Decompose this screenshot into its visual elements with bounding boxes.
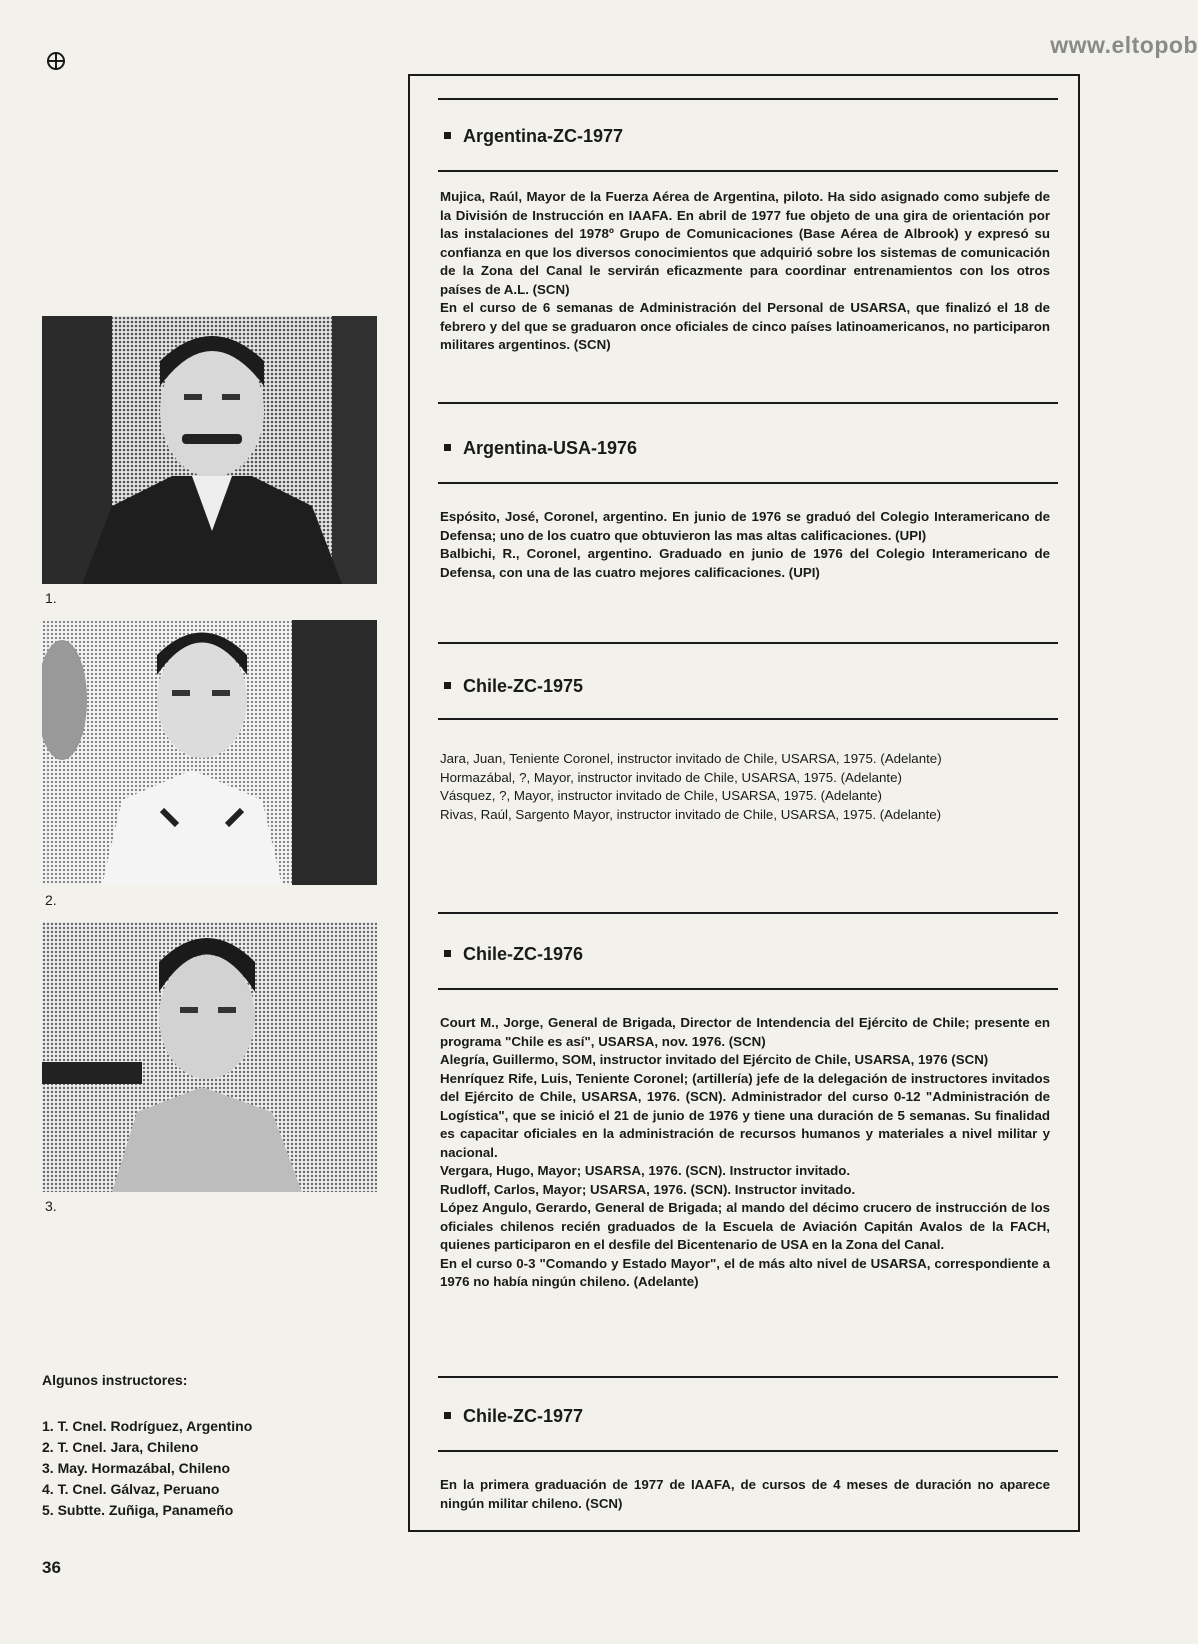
section-heading: Chile-ZC-1977 (444, 1406, 583, 1427)
record-entry: En el curso de 6 semanas de Administración del Personal de USARSA, que finalizó el 18 de febrero y del que se graduaron once oficiales de cinco países latinoamericanos, no participaron militares argentinos. (SCN) (440, 300, 1050, 352)
watermark: www.eltopob (1050, 32, 1198, 58)
section-body (440, 1476, 1050, 1513)
record-entry: Henríquez Rife, Luis, Teniente Coronel; (artillería) jefe de la delegación de instructores invitados del Ejército de Chile, USARSA, 1976. (SCN). Administrador del curso 0-12 "Administración de Logística", que se inició el 21 de junio de 1976 y tiene una duración de 5 semanas. Su finalidad es capacitar oficiales en la administración de recursos humanos y materiales a nivel militar y nacional. (440, 1070, 1050, 1160)
caption-item: 5. Subtte. Zuñiga, Panameño (42, 1502, 234, 1518)
record-entry: Vergara, Hugo, Mayor; USARSA, 1976. (SCN). Instructor invitado. (440, 1163, 851, 1178)
divider (438, 482, 1058, 484)
record-entry: Alegría, Guillermo, SOM, instructor invitado del Ejército de Chile, USARSA, 1976 (SCN) (440, 1052, 989, 1067)
record-entry: Rivas, Raúl, Sargento Mayor, instructor invitado de Chile, USARSA, 1975. (Adelante) (440, 806, 942, 822)
records-box (408, 74, 1080, 1532)
caption-list (42, 1416, 372, 1521)
section-heading: Argentina-ZC-1977 (444, 126, 623, 147)
bullet-square-icon (444, 1412, 451, 1419)
photo-caption (42, 1372, 372, 1521)
photo-2 (42, 620, 377, 885)
record-entry: Vásquez, ?, Mayor, instructor invitado de Chile, USARSA, 1975. (Adelante) (440, 788, 882, 803)
record-entry: Hormazábal, ?, Mayor, instructor invitado de Chile, USARSA, 1975. (Adelante) (440, 769, 902, 785)
registration-mark-icon (45, 50, 67, 72)
bullet-square-icon (444, 950, 451, 957)
record-entry: López Angulo, Gerardo, General de Brigada; al mando del décimo crucero de instrucción de los oficiales chilenos recién graduados de la Escuela de Aviación Capitán Avalos de la FACH, quienes participaron en el desfile del Bicentenario de USA en la Zona del Canal. (440, 1200, 1050, 1252)
photo-3 (42, 922, 377, 1192)
section-body (440, 188, 1050, 355)
record-entry: En el curso 0-3 "Comando y Estado Mayor", el de más alto nivel de USARSA, correspondiente a 1976 no había ningún chileno. (Adelante) (440, 1255, 1050, 1289)
record-entry: Balbichi, R., Coronel, argentino. Graduado en junio de 1976 del Colegio Interamericano de Defensa, con una de las cuatro mejores calificaciones. (UPI) (440, 546, 1050, 580)
record-entry: En la primera graduación de 1977 de IAAFA, de cursos de 4 meses de duración no aparece ningún militar chileno. (SCN) (440, 1477, 1050, 1511)
photo-label-2: 2. (45, 892, 57, 908)
divider (438, 642, 1058, 644)
photo-label-3: 3. (45, 1198, 57, 1214)
divider (438, 402, 1058, 404)
record-entry: Rudloff, Carlos, Mayor; USARSA, 1976. (SCN). Instructor invitado. (440, 1181, 856, 1197)
photo-1 (42, 316, 377, 584)
divider (438, 988, 1058, 990)
bullet-square-icon (444, 444, 451, 451)
caption-title: Algunos instructores: (42, 1372, 188, 1388)
section-body (440, 508, 1050, 582)
bullet-square-icon (444, 682, 451, 689)
caption-item: 2. T. Cnel. Jara, Chileno (42, 1439, 199, 1455)
caption-item: 1. T. Cnel. Rodríguez, Argentino (42, 1418, 253, 1434)
record-entry: Court M., Jorge, General de Brigada, Director de Intendencia del Ejército de Chile; presente en programa "Chile es así", USARSA, nov. 1976. (SCN) (440, 1015, 1050, 1049)
divider (438, 1376, 1058, 1378)
record-entry: Mujica, Raúl, Mayor de la Fuerza Aérea de Argentina, piloto. Ha sido asignado como subjefe de la División de Instrucción en IAAFA. En abril de 1977 fue objeto de una gira de orientación por las instalaciones del 1978º Grupo de Comunicaciones (Base Aérea de Albrook) y expresó su confianza en que los diversos conocimientos que adquirió sobre los sistemas de comunicación de la Zona del Canal le servirán eficazmente para coordinar entrenamientos con los otros países de A.L. (SCN) (440, 189, 1050, 297)
divider (438, 1450, 1058, 1452)
divider (438, 718, 1058, 720)
divider (438, 98, 1058, 100)
divider (438, 912, 1058, 914)
section-heading: Argentina-USA-1976 (444, 438, 637, 459)
record-entry: Espósito, José, Coronel, argentino. En junio de 1976 se graduó del Colegio Interamericano de Defensa; uno de los cuatro que obtuvieron las mas altas calificaciones. (UPI) (440, 509, 1050, 543)
section-heading: Chile-ZC-1976 (444, 944, 583, 965)
page-number: 36 (42, 1558, 61, 1577)
section-heading: Chile-ZC-1975 (444, 676, 583, 697)
caption-item: 4. T. Cnel. Gálvaz, Peruano (42, 1481, 220, 1497)
caption-item: 3. May. Hormazábal, Chileno (42, 1460, 231, 1476)
bullet-square-icon (444, 132, 451, 139)
divider (438, 170, 1058, 172)
record-entry: Jara, Juan, Teniente Coronel, instructor invitado de Chile, USARSA, 1975. (Adelante) (440, 751, 942, 766)
section-body (440, 1014, 1050, 1292)
photo-label-1: 1. (45, 590, 57, 606)
section-body (440, 750, 1050, 824)
